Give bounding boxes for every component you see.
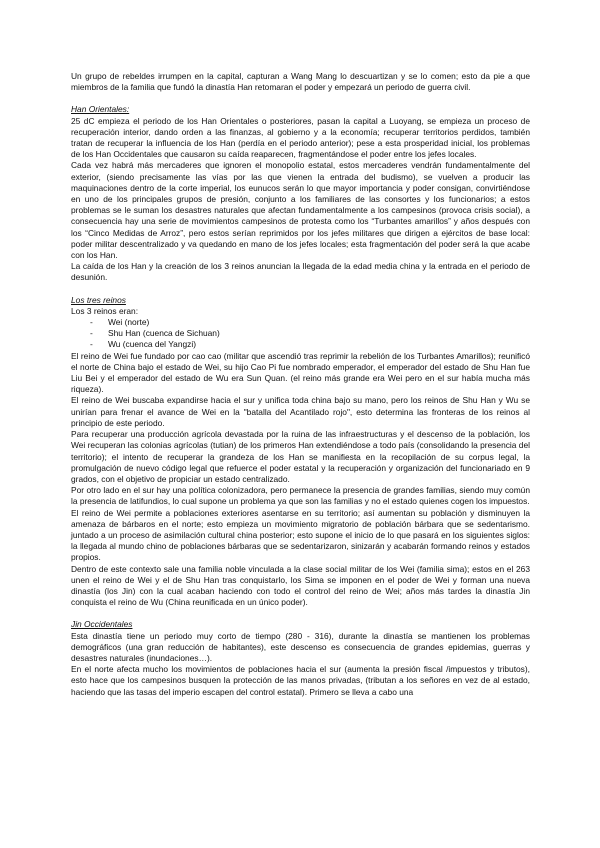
list-item	[71, 328, 530, 339]
han-orientales-paragraph-3: La caída de los Han y la creación de los 3 reinos anuncian la llegada de la edad media china y la entrada en el periodo de desunión.	[71, 261, 530, 283]
list-item	[71, 339, 530, 350]
tres-reinos-lead: Los 3 reinos eran:	[71, 305, 139, 316]
list-item-text: Wei (norte)	[108, 317, 150, 328]
paragraph-gap	[71, 93, 530, 104]
jin-occidentales-paragraph-2: En el norte afecta mucho los movimientos de poblaciones hacia el sur (aumenta la presión fiscal /impuestos y tributos), esto hace que los campesinos busquen la protección de las manos privadas, (tributan a los señores en vez de al estado, haciendo que las tasas del imperio escapen del control estatal). Primero se lleva a cabo una	[71, 664, 530, 697]
tres-reinos-paragraph-3: Para recuperar una producción agrícola devastada por la ruina de las infraestructuras y el descenso de la población, los Wei recuperan las colonias agrícolas (tutian) de los primeros Han extendiéndose a todo país (consolidando la presencia del territorio); el intento de recuperar la grandeza de los Han se manifiesta en la recopilación de su corpus legal, la promulgación de nuevo código legal que refuerce el poder estatal y la recuperación y organización del funcionariado en 9 grados, con el objetivo de propiciar un estado centralizado.	[71, 429, 530, 484]
tres-reinos-paragraph-4: Por otro lado en el sur hay una política colonizadora, pero permanece la presencia de grandes familias, siendo muy común la presencia de latifundios, lo cual supone un problema ya que son las familias y no el estado quienes cogen los impuestos.	[71, 485, 530, 507]
list-dash: -	[90, 339, 93, 350]
section-heading-tres-reinos: Los tres reinos	[71, 294, 126, 305]
intro-paragraph: Un grupo de rebeldes irrumpen en la capital, capturan a Wang Mang lo descuartizan y se lo comen; esto da pie a que miembros de la familia que fundó la dinastía Han retomaran el poder y empezará un periodo de guerra civil.	[71, 71, 530, 93]
kingdoms-list	[71, 317, 530, 351]
section-heading-jin-occidentales: Jin Occidentales	[71, 619, 133, 630]
paragraph-gap	[71, 284, 530, 295]
tres-reinos-paragraph-6: Dentro de este contexto sale una familia noble vinculada a la clase social militar de los Wei (familia sima); estos en el 263 unen el reino de Wei y el de Shu Han tras conquistarlo, los Sima se imponen en el poder de Wei y forman una nueva dinastía (los Jin) con la cual acaban haciendo con todo el control del reino de Wei; años más tardes la dinastía Jin conquista el reino de Wu (China reunificada en un único poder).	[71, 563, 530, 608]
list-dash: -	[90, 328, 93, 339]
section-han-orientales	[71, 104, 530, 283]
tres-reinos-paragraph-1: El reino de Wei fue fundado por cao cao (militar que ascendió tras reprimir la rebelión de los Turbantes Amarillos); reunificó el norte de China bajo el estado de Wei, su hijo Cao Pi fue nombrado emperador, el emperador del estado de Shu Han fue Liu Bei y el emperador del estado de Wu era Sun Quan. (el reino más grande era Wei pero en el sur había mucha más riqueza).	[71, 350, 530, 395]
tres-reinos-paragraph-2: El reino de Wei buscaba expandirse hacia el sur y unifica toda china bajo su mano, pero los reinos de Shu Han y Wu se unirían para frenar el avance de Wei en la "batalla del Acantilado rojo", esto determina las fronteras de los reinos al principio de este periodo.	[71, 395, 530, 428]
list-dash: -	[90, 317, 93, 328]
section-jin-occidentales	[71, 619, 530, 697]
list-item-text: Wu (cuenca del Yangzi)	[108, 339, 196, 350]
han-orientales-paragraph-2: Cada vez habrá más mercaderes que ignoren el monopolio estatal, estos mercaderes vendrán fundamentalmente del exterior, (siendo precisamente las vías por las que vienen la entrada del budismo), se vuelven a producir las maquinaciones dentro de la corte imperial, los eunucos serán lo que mayor importancia y poder consigan, convirtiéndose en uno de los principales grupos de presión, conjunto a los familiares de las consortes y los funcionarios; a estos problemas se le suman los desastres naturales que afectan fundamentalmente a los campesinos (provoca crisis social), a consecuencia hay una serie de movimientos campesinos de protesta como los “Turbantes amarillos” y años después con los “Cinco Medidas de Arroz”, pero estos serían reprimidos por los jefes militares que dirigen a ejércitos de base local: poder militar descentralizado y va quedando en mano de los jefes locales; esta fragmentación del poder será la que acabe con los Han.	[71, 160, 530, 261]
list-item-text: Shu Han (cuenca de Sichuan)	[108, 328, 220, 339]
tres-reinos-paragraph-5: El reino de Wei permite a poblaciones exteriores asentarse en su territorio; así aumentan su población y disminuyen la amenaza de bárbaros en el norte; esto empieza un movimiento migratorio de población bárbara que se sedentarismo. juntado a un proceso de asimilación cultural china posterior; esto supone el inicio de lo que pasará en los siguientes siglos: la llegada al mundo chino de poblaciones bárbaras que se sedentarizaron, sinizarán y acabarán formando reinos y estados propios.	[71, 507, 530, 563]
jin-occidentales-paragraph-1: Esta dinastía tiene un periodo muy corto de tiempo (280 - 316), durante la dinastía se mantienen los problemas demográficos (una gran reducción de habitantes), este descenso es consecuencia de grandes epidemias, guerras y desastres naturales (inundaciones…).	[71, 630, 530, 663]
section-heading-han-orientales: Han Orientales:	[71, 104, 130, 115]
section-tres-reinos	[71, 295, 530, 609]
list-item	[71, 317, 530, 328]
document-body	[71, 71, 530, 698]
han-orientales-paragraph-1: 25 dC empieza el periodo de los Han Orientales o posteriores, pasan la capital a Luoyang, se empieza un proceso de recuperación interior, dando orden a las finanzas, al gobierno y a la economía; recuperar territorios perdidos, también tratan de recuperar la influencia de los Han (perdía en el periodo anterior); pese a esta prosperidad inicial, los problemas de los Han Occidentales que causaron su caída reaparecen, fragmentándose el poder entre los jefes locales.	[71, 115, 530, 160]
paragraph-gap	[71, 608, 530, 619]
